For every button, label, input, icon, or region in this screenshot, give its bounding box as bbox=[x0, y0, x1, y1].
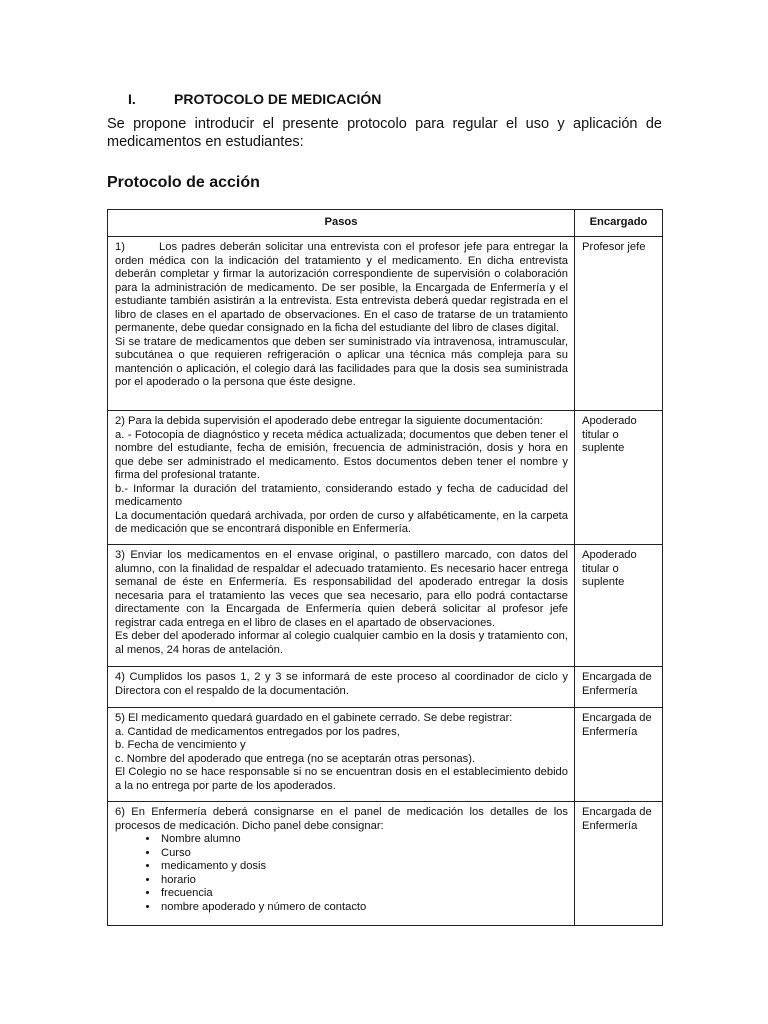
step-cell bbox=[108, 545, 575, 667]
step-paragraph: 6) En Enfermería deberá consignarse en el panel de medicación los detalles de los procesos de medicación. Dicho panel debe consignar: bbox=[115, 806, 568, 832]
list-item: • Curso bbox=[159, 847, 568, 861]
step-paragraph: 1) Los padres deberán solicitar una entrevista con el profesor jefe para entregar la orden médica con la indicación del tratamiento y el medicamento. En dicha entrevista deberán completar y firmar la autorización correspondiente de supervisión o colaboración para la administración de medicamento. De ser posible, la Encargada de Enfermería y el estudiante también asistirán a la entrevista. Esta entrevista deberá quedar registrada en el libro de clases en el apartado de observaciones. En el caso de tratarse de un tratamiento permanente, debe quedar consignado en la ficha del estudiante del libro de clases digital. bbox=[115, 241, 568, 334]
step-paragraph: 2) Para la debida supervisión el apoderado debe entregar la siguiente documentación: bbox=[115, 415, 543, 427]
section-heading bbox=[128, 91, 381, 107]
step-paragraph: 5) El medicamento quedará guardado en el gabinete cerrado. Se debe registrar: bbox=[115, 712, 513, 724]
step-paragraph: Es deber del apoderado informar al colegio cualquier cambio en la dosis y tratamiento con, al menos, 24 horas de antelación. bbox=[115, 630, 568, 656]
step-paragraph: 3) Enviar los medicamentos en el envase original, o pastillero marcado, con datos del alumno, con la finalidad de respaldar el adecuado tratamiento. Es necesario hacer entrega semanal de éste en Enfermería. Es responsabilidad del apoderado entregar la dosis necesaria para el tratamiento las veces que sea necesario, para ello podrá contactarse directamente con la Encargada de Enfermería quien deberá solicitar al profesor jefe registrar cada entrega en el libro de clases en el apartado de observaciones. bbox=[115, 549, 568, 629]
protocol-table bbox=[107, 209, 663, 926]
step-paragraph: b. Fecha de vencimiento y bbox=[115, 739, 246, 751]
panel-details-list bbox=[115, 833, 568, 914]
table-row bbox=[108, 708, 663, 802]
step-paragraph: c. Nombre del apoderado que entrega (no se aceptarán otras personas). bbox=[115, 752, 476, 765]
encargado-cell: Profesor jefe bbox=[575, 237, 663, 411]
step-cell bbox=[108, 802, 575, 926]
table-row bbox=[108, 545, 663, 667]
intro-paragraph: Se propone introducir el presente protocolo para regular el uso y aplicación de medicamentos en estudiantes: bbox=[107, 116, 662, 150]
section-title: PROTOCOLO DE MEDICACIÓN bbox=[174, 91, 382, 107]
step-cell bbox=[108, 708, 575, 802]
step-number: 1) bbox=[115, 241, 125, 253]
list-item: • Nombre alumno bbox=[159, 833, 568, 847]
table-row bbox=[108, 667, 663, 708]
encargado-cell: Apoderado titular o suplente bbox=[575, 545, 663, 667]
step-cell bbox=[108, 237, 575, 411]
step-cell bbox=[108, 411, 575, 545]
step-paragraph: a. - Fotocopia de diagnóstico y receta médica actualizada; documentos que deben tener el nombre del estudiante, fecha de emisión, frecuencia de administración, dosis y hora en que debe ser administrado el medicamento. Estos documentos deben tener el nombre y firma del profesional tratante. bbox=[115, 428, 568, 481]
encargado-cell: Encargada de Enfermería bbox=[575, 802, 663, 926]
step-paragraph: Si se tratare de medicamentos que deben ser suministrado vía intravenosa, intramuscular, subcutánea o que requieren refrigeración o aplicar una técnica más compleja para su mantención o aplicación, el colegio dará las facilidades para que la dosis sea suministrada por el apoderado o la persona que éste designe. bbox=[115, 335, 568, 388]
table-row bbox=[108, 411, 663, 545]
list-item: • frecuencia bbox=[159, 887, 568, 901]
subheading: Protocolo de acción bbox=[107, 174, 260, 191]
encargado-cell: Encargada de Enfermería bbox=[575, 708, 663, 802]
header-encargado: Encargado bbox=[575, 210, 663, 237]
list-item: • horario bbox=[159, 874, 568, 888]
step-paragraph: 4) Cumplidos los pasos 1, 2 y 3 se informará de este proceso al coordinador de ciclo y Directora con el respaldo de la documentación. bbox=[115, 671, 568, 697]
step-paragraph: b.- Informar la duración del tratamiento, considerando estado y fecha de caducidad del medicamento bbox=[115, 482, 568, 508]
table-header-row bbox=[108, 210, 663, 237]
encargado-cell: Encargada de Enfermería bbox=[575, 667, 663, 708]
section-number: I. bbox=[128, 91, 136, 107]
step-cell bbox=[108, 667, 575, 708]
header-pasos: Pasos bbox=[108, 210, 575, 237]
step-paragraph: a. Cantidad de medicamentos entregados por los padres, bbox=[115, 725, 400, 738]
step-paragraph: El Colegio no se hace responsable si no se encuentran dosis en el establecimiento debido a la no entrega por parte de los apoderados. bbox=[115, 766, 568, 792]
table-row bbox=[108, 802, 663, 926]
encargado-cell: Apoderado titular o suplente bbox=[575, 411, 663, 545]
list-item: • nombre apoderado y número de contacto bbox=[159, 901, 568, 915]
table-row bbox=[108, 237, 663, 411]
list-item: • medicamento y dosis bbox=[159, 860, 568, 874]
step-paragraph: La documentación quedará archivada, por orden de curso y alfabéticamente, en la carpeta de medicación que se encontrará disponible en Enfermería. bbox=[115, 509, 568, 535]
